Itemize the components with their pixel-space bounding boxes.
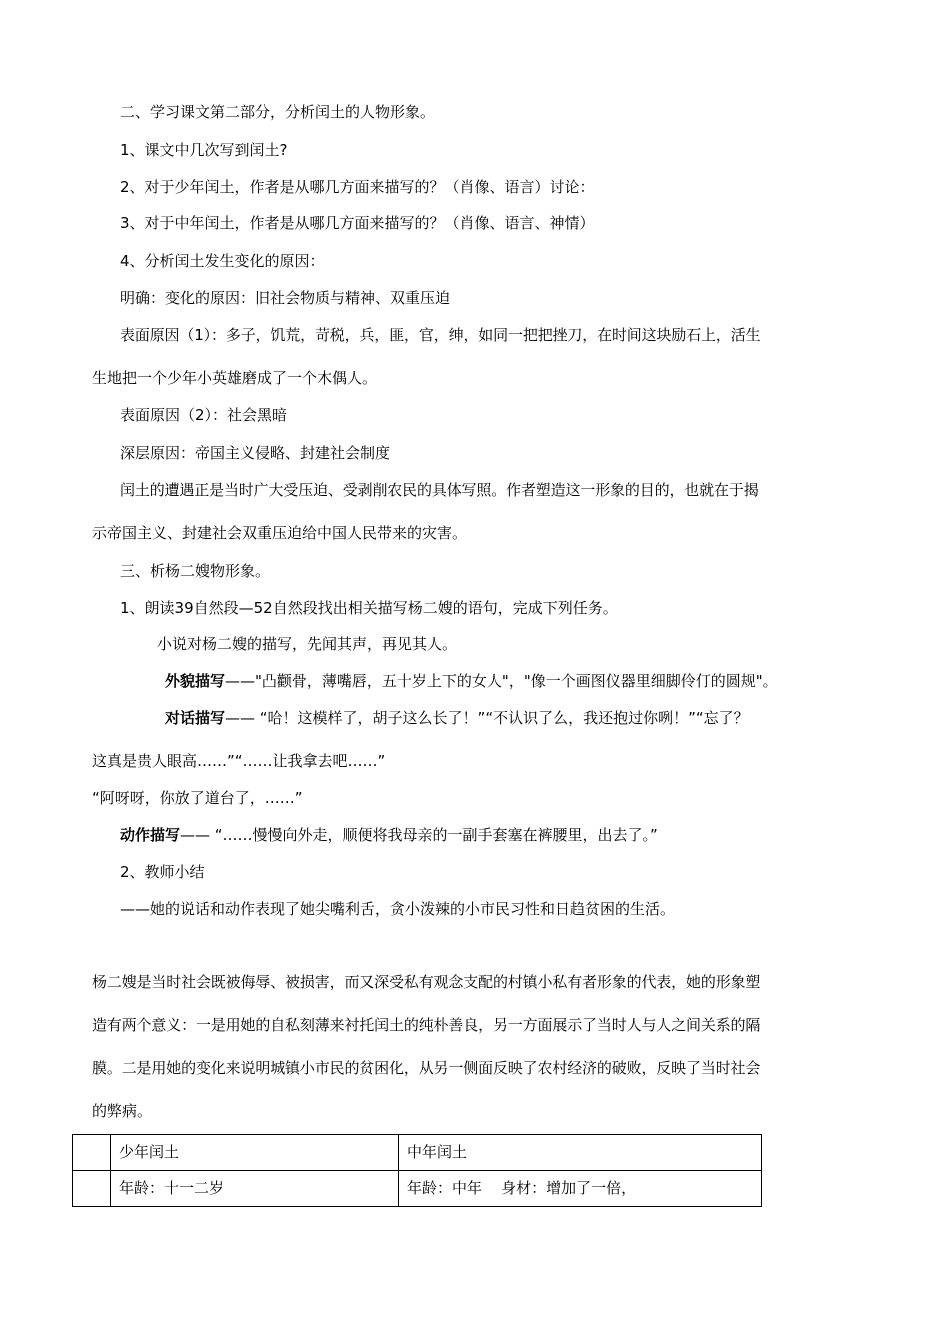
action-line — [120, 825, 658, 845]
dialogue-cont: 这真是贵人眼高……”“……让我拿去吧……” — [92, 752, 386, 770]
comparison-table — [72, 1134, 762, 1207]
question-4: 4、分析闰土发生变化的原因： — [120, 252, 325, 270]
action-text: —— “……慢慢向外走，顺便将我母亲的一副手套塞在裤腰里，出去了。” — [180, 826, 658, 844]
section-heading-2: 二、学习课文第二部分，分析闰土的人物形象。 — [120, 103, 436, 121]
surface-reason-1: 表面原因（1）：多子，饥荒，苛税，兵，匪，官，绅，如同一把把挫刀，在时间这块励石上，活生 — [120, 326, 761, 344]
answer-clarify: 明确：变化的原因：旧社会物质与精神、双重压迫 — [120, 289, 451, 307]
table-row — [73, 1171, 762, 1207]
question-3: 3、对于中年闰土，作者是从哪几方面来描写的？（肖像、语言、神情） — [120, 214, 595, 232]
dialogue-text: —— “哈！这模样了，胡子这么长了！”“不认识了么，我还抱过你咧！”“忘了？ — [225, 709, 749, 727]
dialogue-label: 对话描写 — [165, 709, 226, 727]
teacher-summary-heading: 2、教师小结 — [120, 863, 205, 881]
dialogue-line — [165, 708, 749, 728]
action-label: 动作描写 — [120, 826, 181, 844]
question-1: 1、课文中几次写到闰土? — [120, 141, 288, 159]
table-header-cell: 中年闰土 — [399, 1135, 762, 1171]
dialogue-quote: “阿呀呀，你放了道台了，……” — [92, 789, 303, 807]
table-row — [73, 1135, 762, 1171]
surface-reason-2: 表面原因（2）：社会黑暗 — [120, 406, 288, 424]
surface-reason-1-cont: 生地把一个少年小英雄磨成了一个木偶人。 — [92, 369, 378, 387]
table-cell: 年龄：中年 身材：增加了一倍， — [399, 1171, 762, 1207]
task-1: 1、朗读39自然段—52自然段找出相关描写杨二嫂的语句，完成下列任务。 — [120, 599, 618, 617]
table-cell — [73, 1171, 111, 1207]
table-cell: 年龄：十一二岁 — [111, 1171, 399, 1207]
table-cell — [73, 1135, 111, 1171]
analysis-paragraph-line-4: 的弊病。 — [92, 1102, 153, 1120]
summary-paragraph-cont: 示帝国主义、封建社会双重压迫给中国人民带来的灾害。 — [92, 524, 468, 542]
analysis-paragraph-line-2: 造有两个意义：一是用她的自私刻薄来衬托闰土的纯朴善良，另一方面展示了当时人与人之间关系的隔 — [92, 1016, 761, 1034]
appearance-text: ——"凸颧骨，薄嘴唇，五十岁上下的女人"，"像一个画图仪器里细脚伶仃的圆规"。 — [225, 672, 778, 690]
question-2: 2、对于少年闰土，作者是从哪几方面来描写的？（肖像、语言）讨论： — [120, 178, 595, 196]
intro-line: 小说对杨二嫂的描写，先闻其声，再见其人。 — [157, 635, 458, 653]
table-header-cell: 少年闰土 — [111, 1135, 399, 1171]
analysis-paragraph-line-1: 杨二嫂是当时社会既被侮辱、被损害，而又深受私有观念支配的村镇小私有者形象的代表，她的形象塑 — [92, 973, 761, 991]
deep-reason: 深层原因：帝国主义侵略、封建社会制度 — [120, 444, 391, 462]
appearance-label: 外貌描写 — [165, 672, 226, 690]
appearance-line — [165, 671, 778, 691]
summary-paragraph: 闰土的遭遇正是当时广大受压迫、受剥削农民的具体写照。作者塑造这一形象的目的，也就在于揭 — [120, 481, 759, 499]
section-heading-3: 三、析杨二嫂物形象。 — [120, 562, 271, 580]
teacher-summary-text: ——她的说话和动作表现了她尖嘴利舌，贪小泼辣的小市民习性和日趋贫困的生活。 — [120, 900, 676, 918]
analysis-paragraph-line-3: 膜。二是用她的变化来说明城镇小市民的贫困化，从另一侧面反映了农村经济的破败，反映了当时社会 — [92, 1059, 761, 1077]
